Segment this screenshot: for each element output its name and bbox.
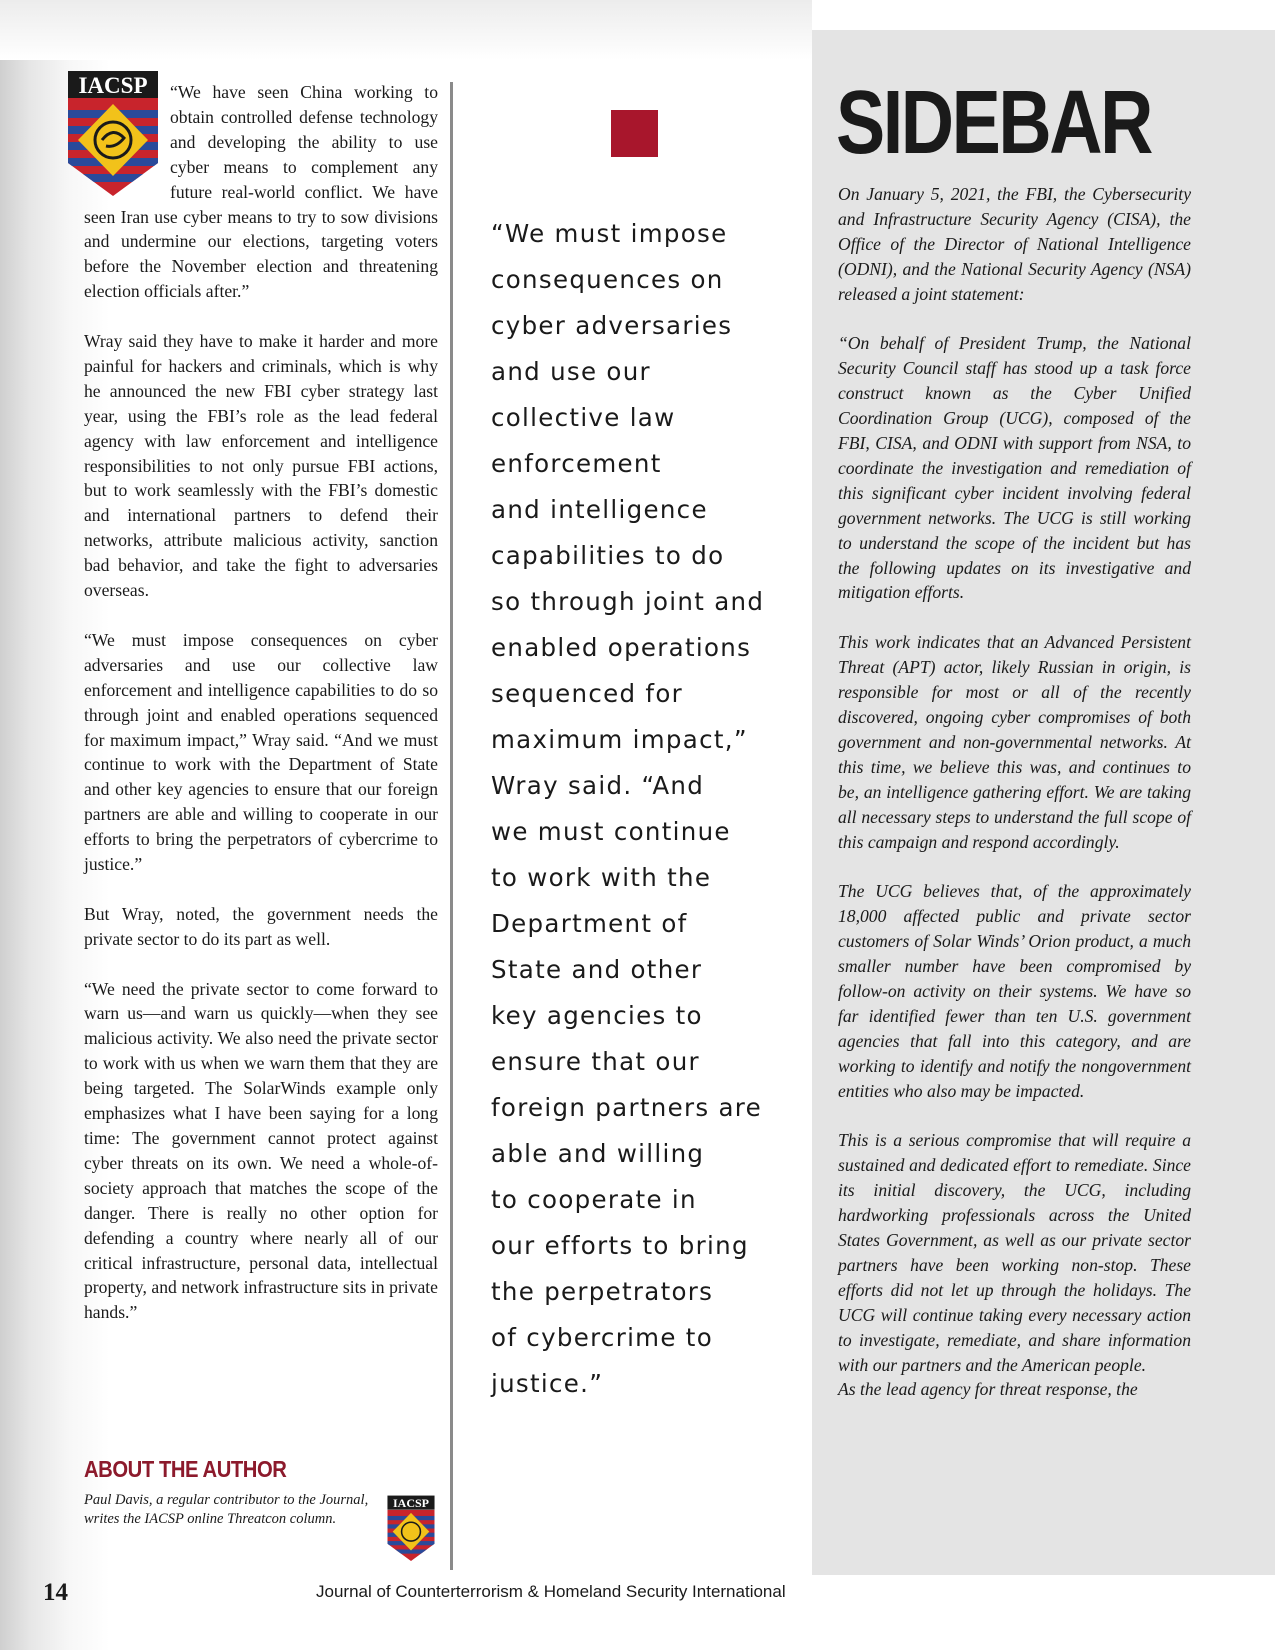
pull-quote-line: enabled operations [491,633,752,662]
pull-quote-line: able and willing [491,1139,705,1168]
pull-quote-line: sequenced for [491,679,683,708]
pull-quote-line: our efforts to bring [491,1231,749,1260]
sidebar-text [838,182,1191,1402]
article-paragraph-5: “We need the private sector to come forward to warn us—and warn us quickly—when they see malicious activity. We also need the private sector to work with us when we warn them that they are being targeted. The SolarWinds example only emphasizes what I have been saying for a long time: The government cannot protect against cyber threats on its own. We need a whole-of-society approach that matches the scope of the danger. There is really no other option for defending a country where nearly all of our critical infrastructure, personal data, intellectual property, and network infrastructure sits in private hands.” [84,978,438,1323]
pull-quote-line: capabilities to do [491,541,725,570]
pull-quote-line: key agencies to [491,1001,703,1030]
pull-quote-line: maximum impact,” [491,725,748,754]
pull-quote-line: foreign partners are [491,1093,762,1122]
article-paragraph-1: “We have seen China working to obtain controlled defense technology and developing the ability to use cyber means to complement any future real-world conflict. We have seen Iran use cyber means to try to sow divisions and undermine our elections, targeting voters before the November election and threatening election officials after.” [84,82,438,302]
pull-quote-line: cyber adversaries [491,311,733,340]
pull-quote-line: and use our [491,357,651,386]
page-number: 14 [43,1579,68,1606]
page-background-top [0,0,812,60]
iacsp-logo [64,68,162,198]
sidebar-paragraph-6: As the lead agency for threat response, the [838,1379,1138,1400]
sidebar-paragraph-3: This work indicates that an Advanced Persistent Threat (APT) actor, likely Russian in origin, is responsible for most or all of the recently discovered, ongoing cyber compromises of both government and non-governmental networks. At this time, we believe this was, and continues to be, an intelligence gathering effort. We are taking all necessary steps to understand the full scope of this campaign and respond accordingly. [838,632,1191,852]
logo-small-text: IACSP [392,1496,430,1511]
pull-quote-line: “We must impose [491,219,728,248]
pull-quote [491,211,791,1407]
pull-quote-line: to work with the [491,863,712,892]
article-paragraph-4: But Wray, noted, the government needs the private sector to do its part as well. [84,903,438,949]
logo-text: IACSP [78,73,148,98]
pull-quote-line: justice.” [491,1369,604,1398]
about-author-heading: ABOUT THE AUTHOR [84,1456,287,1482]
pull-quote-line: Wray said. “And [491,771,705,800]
pull-quote-line: consequences on [491,265,724,294]
pull-quote-line: so through joint and [491,587,765,616]
pull-quote-line: Department of [491,909,688,938]
pull-quote-line: ensure that our [491,1047,700,1076]
journal-title: Journal of Counterterrorism & Homeland Security International [316,1582,786,1601]
pull-quote-line: collective law [491,403,676,432]
iacsp-shield-icon [64,68,162,198]
article-paragraph-2: Wray said they have to make it harder and more painful for hackers and criminals, which is why he announced the new FBI cyber strategy last year, using the FBI’s role as the lead federal agency with law enforcement and intelligence responsibilities to not only pursue FBI actions, but to work seamlessly with the FBI’s domestic and international partners to defend their networks, attribute malicious activity, sanction bad behavior, and take the fight to adversaries overseas. [84,331,438,601]
iacsp-shield-small-icon [385,1494,437,1562]
pull-quote-red-square [611,110,658,157]
sidebar-paragraph-1: On January 5, 2021, the FBI, the Cybersecurity and Infrastructure Security Agency (CISA), the Office of the Director of National Intelligence (ODNI), and the National Security Agency (NSA) released a joint statement: [838,184,1191,304]
article-paragraph-3: “We must impose consequences on cyber adversaries and use our collective law enforcement and intelligence capabilities to do so through joint and enabled operations sequenced for maximum impact,” Wray said. “And we must continue to work with the Department of State and other key agencies to ensure that our foreign partners are able and willing to cooperate in our efforts to bring the perpetrators of cybercrime to justice.” [84,629,438,875]
pull-quote-line: of cybercrime to [491,1323,714,1352]
column-divider [450,82,453,1570]
pull-quote-line: and intelligence [491,495,708,524]
sidebar-paragraph-2: “On behalf of President Trump, the National Security Council staff has stood up a task force construct known as the Cyber Unified Coordination Group (UCG), composed of the FBI, CISA, and ODNI with support from NSA, to coordinate the investigation and remediation of this significant cyber incident involving federal government networks. The UCG is still working to understand the scope of the incident but has the following updates on its investigative and mitigation efforts. [838,333,1191,603]
sidebar-title: SIDEBAR [836,73,1151,173]
pull-quote-line: to cooperate in [491,1185,697,1214]
article-column [78,73,438,1350]
pull-quote-line: we must continue [491,817,731,846]
pull-quote-line: State and other [491,955,703,984]
sidebar-paragraph-5: This is a serious compromise that will require a sustained and dedicated effort to remediate. Since its initial discovery, the UCG, including hardworking professionals across the United States Government, as well as our private sector partners have been working non-stop. These efforts did not let up through the holidays. The UCG will continue taking every necessary action to investigate, remediate, and share information with our partners and the American people. [838,1130,1191,1375]
sidebar-paragraph-4: The UCG believes that, of the approximately 18,000 affected public and private sector customers of Solar Winds’ Orion product, a much smaller number have been compromised by follow-on activity on their systems. We have so far identified fewer than ten U.S. government agencies that fall into this category, and are working to identify and notify the nongovernment entities who also may be impacted. [838,881,1191,1101]
pull-quote-line: the perpetrators [491,1277,714,1306]
iacsp-logo-small [385,1494,437,1562]
about-author-text: Paul Davis, a regular contributor to the Journal, writes the IACSP online Threatcon column. [84,1492,369,1527]
pull-quote-line: enforcement [491,449,662,478]
